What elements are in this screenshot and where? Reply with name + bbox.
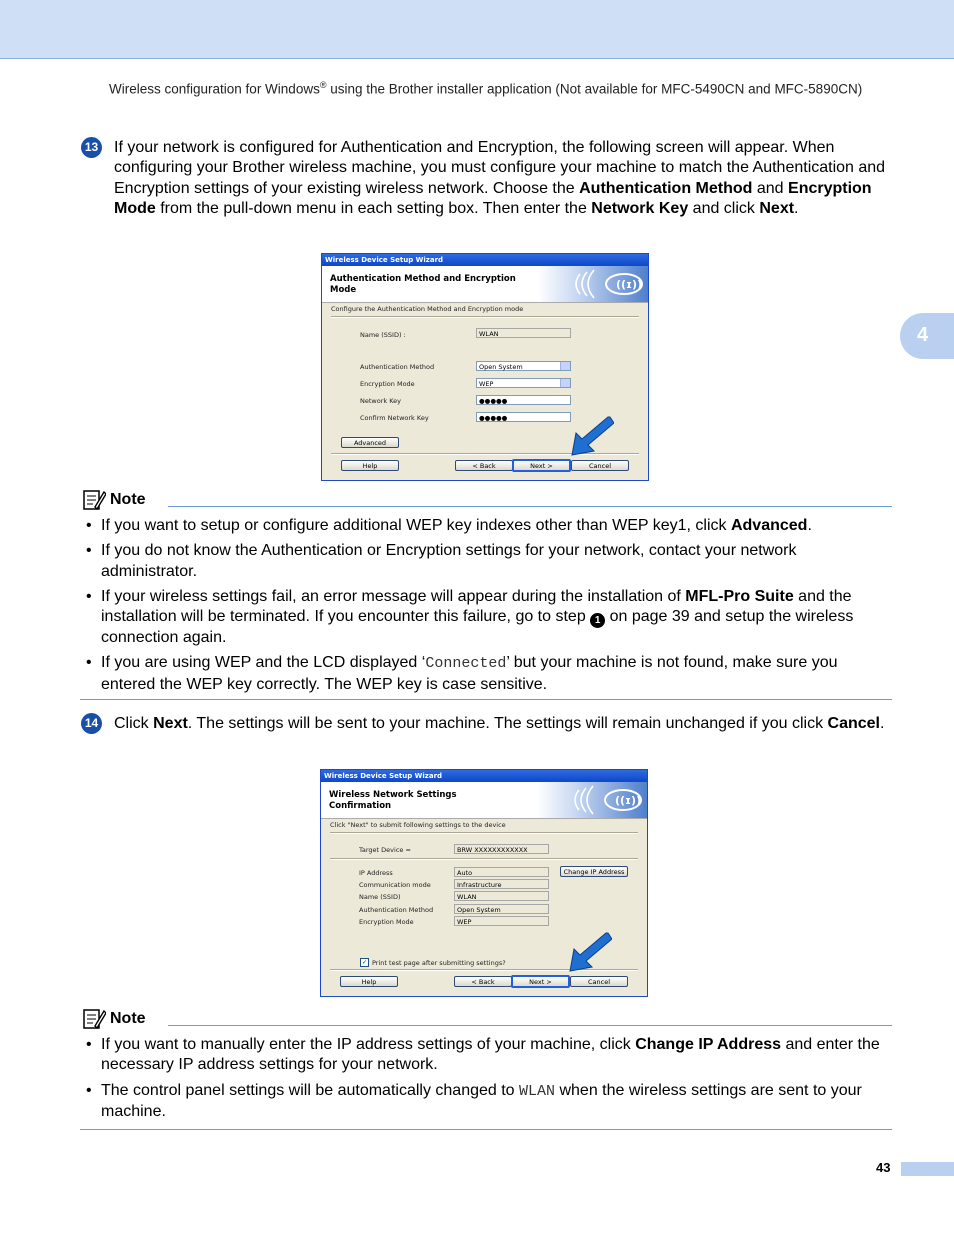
note-pencil-icon [82,1007,106,1031]
arrow-pointer-icon [570,415,614,457]
note-heading-2: Note [82,1007,146,1031]
step14-text: Click Next. The settings will be sent to your machine. The settings will remain unchanged if you click Cancel. [114,715,885,732]
running-header: Wireless configuration for Windows® using the Brother installer application (Not available for MFC-5490CN and MFC-5890CN) [109,80,863,97]
dialog-titlebar: Wireless Device Setup Wizard [322,254,648,266]
ssid-value: WLAN [454,891,549,901]
step-number-13: 13 [81,137,102,158]
ssid-label: Name (SSID) [359,893,401,901]
ip-address-value: Auto [454,867,549,877]
auth-method-select[interactable]: Open System [476,361,571,371]
dialog-subtitle: Click "Next" to submit following settings to the device [330,821,506,829]
confirm-key-label: Confirm Network Key [360,414,429,422]
note1-bullets [86,516,892,700]
ssid-field: WLAN [476,328,571,338]
advanced-button[interactable]: Advanced [341,437,399,448]
ip-address-label: IP Address [359,869,393,877]
list-item: • If you want to setup or configure additional WEP key indexes other than WEP key1, click Advanced. [86,517,812,534]
network-key-input[interactable]: ●●●●● [476,395,571,405]
encryption-mode-value: WEP [454,916,549,926]
encryption-mode-select[interactable]: WEP [476,378,571,388]
page-number: 43 [876,1160,891,1175]
auth-method-label: Authentication Method [359,906,434,914]
auth-method-value: Open System [454,904,549,914]
step-number-14: 14 [81,713,102,734]
list-item: • If you are using WEP and the LCD displayed ‘Connected’ but your machine is not found, make sure you entered the WEP key correctly. The WEP key is case sensitive. [86,654,838,693]
top-band [0,0,954,59]
wireless-logo-icon [538,266,648,302]
communication-mode-value: Infrastructure [454,879,549,889]
auth-encryption-dialog [321,253,649,481]
back-button[interactable]: < Back [455,460,513,471]
help-button[interactable]: Help [340,976,398,987]
cancel-button[interactable]: Cancel [571,460,629,471]
target-device-label: Target Device = [359,846,411,854]
cancel-button[interactable]: Cancel [570,976,628,987]
confirm-key-input[interactable]: ●●●●● [476,412,571,422]
dialog-titlebar: Wireless Device Setup Wizard [321,770,647,782]
list-item: • If you do not know the Authentication or Encryption settings for your network, contact your network administrator. [86,542,797,580]
dialog-subtitle: Configure the Authentication Method and Encryption mode [331,305,524,313]
dialog-header-title: Wireless Network Settings Confirmation [329,790,457,811]
ssid-label: Name (SSID) : [360,331,406,339]
dialog-header-title: Authentication Method and Encryption Mode [330,274,516,295]
back-button[interactable]: < Back [454,976,512,987]
svg-text:((ɪ)): ((ɪ)) [615,794,642,807]
print-test-page-option[interactable]: ✓ Print test page after submitting settings? [361,958,506,967]
note-rule [168,1025,892,1026]
chapter-tab: 4 [900,313,954,359]
auth-method-label: Authentication Method [360,363,435,371]
encryption-mode-label: Encryption Mode [359,918,414,926]
checkbox-checked-icon[interactable]: ✓ [361,959,368,966]
list-item: • If you want to manually enter the IP address settings of your machine, click Change IP Address and enter the necessary IP address settings for your network. [86,1036,880,1074]
target-device-field: BRW XXXXXXXXXXXX [454,844,549,854]
change-ip-address-button[interactable]: Change IP Address [560,866,628,877]
step-ref-1: 1 [590,613,605,628]
list-item: • If your wireless settings fail, an error message will appear during the installation of MFL-Pro Suite and the installation will be terminated. If you encounter this failure, go to step 1 on page 39 and setup the wireless connection again. [86,587,854,647]
arrow-pointer-icon [568,931,612,973]
next-button[interactable]: Next > [511,975,570,988]
wireless-logo-icon [537,782,647,818]
section-divider [80,1129,892,1130]
page-number-bar [901,1162,954,1176]
network-key-label: Network Key [360,397,401,405]
section-divider [80,699,892,700]
communication-mode-label: Communication mode [359,881,431,889]
encryption-mode-label: Encryption Mode [360,380,415,388]
help-button[interactable]: Help [341,460,399,471]
step13-text: If your network is configured for Authentication and Encryption, the following screen will appear. When configuring your Brother wireless machine, you must configure your machine to match the Authentication and Encryption settings of your existing wireless network. Choose the Authentication Method and Encryption Mode from the pull-down menu in each setting box. Then enter the Network Key and click Next. [114,139,886,217]
svg-text:((ɪ)): ((ɪ)) [616,278,643,291]
note-pencil-icon [82,488,106,512]
note-heading-1: Note [82,488,146,512]
note-rule [168,506,892,507]
note2-bullets [86,1035,892,1127]
next-button[interactable]: Next > [512,459,571,472]
settings-confirmation-dialog [320,769,648,997]
list-item: • The control panel settings will be automatically changed to WLAN when the wireless settings are sent to your machine. [86,1081,862,1120]
